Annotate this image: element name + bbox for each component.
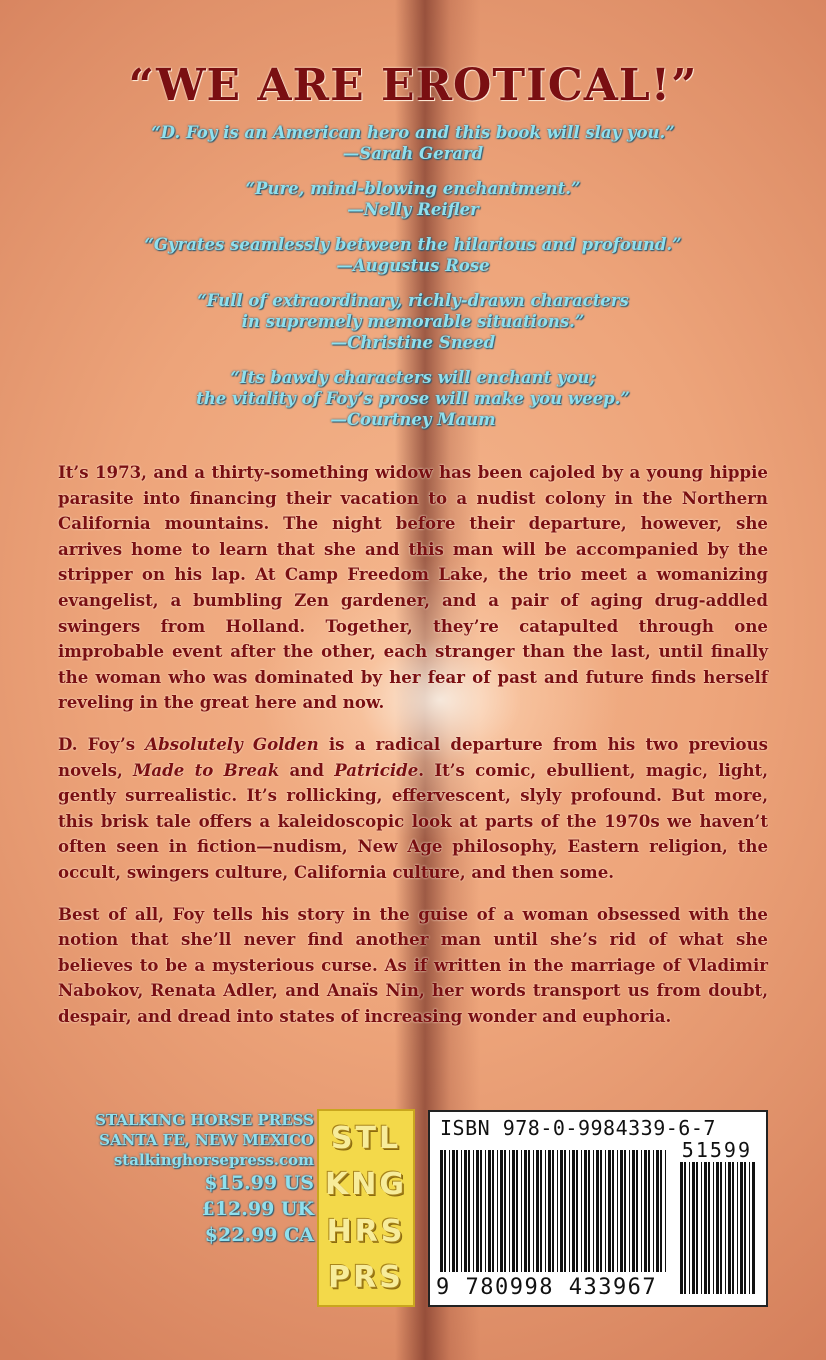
barcode-bar — [500, 1150, 503, 1272]
barcode-bar — [545, 1150, 546, 1272]
blurb-quote-line: “Its bawdy characters will enchant you; — [230, 368, 596, 387]
addon-bar — [728, 1162, 731, 1294]
barcode-bar — [617, 1150, 618, 1272]
price-ca: $22.99 CA — [204, 1224, 314, 1246]
barcode-bar — [440, 1150, 443, 1272]
logo-row: PRS — [328, 1260, 404, 1296]
text-run: is a radical departure from his two previous novels, — [58, 733, 768, 780]
blurb-attribution: —Courtney Maum — [330, 410, 496, 429]
addon-bar — [692, 1162, 695, 1294]
barcode-bar — [620, 1150, 623, 1272]
barcode-bar — [521, 1150, 522, 1272]
blurb-quote-line: the vitality of Foy’s prose will make you weep.” — [196, 389, 630, 408]
barcode-bar — [572, 1150, 575, 1272]
blurb-attribution: —Christine Sneed — [330, 333, 496, 352]
blurb — [0, 290, 826, 353]
barcode-bar — [593, 1150, 594, 1272]
barcode-bar — [548, 1150, 551, 1272]
barcode-bar — [449, 1150, 450, 1272]
headline: “WE ARE EROTICAL!” — [128, 60, 698, 111]
publisher-name: STALKING HORSE PRESS — [95, 1111, 314, 1129]
barcode-bar — [653, 1150, 654, 1272]
barcode-bar — [636, 1150, 638, 1272]
blurb-attribution: —Sarah Gerard — [342, 144, 484, 163]
book-title: Made to Break — [133, 759, 280, 780]
description-paragraph: Best of all, Foy tells his story in the guise of a woman obsessed with the notion that she’ll never find another man until she’s rid of what she believes to be a mysterious curse. As if written in the marriage of Vladimir Nabokov, Renata Adler, and Anaïs Nin, her words transport us from doubt, despair, and dread into states of increasing wonder and euphoria. — [58, 903, 768, 1026]
publisher-location: SANTA FE, NEW MEXICO — [99, 1131, 314, 1149]
barcode-bar — [552, 1150, 554, 1272]
publisher-info — [58, 1110, 314, 1248]
barcode-bar — [596, 1150, 599, 1272]
logo-row: STL — [330, 1120, 402, 1156]
addon-bar — [744, 1162, 746, 1294]
addon-bar — [713, 1162, 714, 1294]
logo-row: HRS — [326, 1213, 406, 1249]
blurb — [0, 122, 826, 164]
ean-number: 9 780998 433967 — [436, 1275, 658, 1300]
barcode-bar — [569, 1150, 570, 1272]
price-uk: £12.99 UK — [201, 1198, 314, 1220]
barcode-bar — [528, 1150, 530, 1272]
barcode-bar — [473, 1150, 474, 1272]
barcode-panel — [428, 1110, 768, 1307]
barcode-bar — [492, 1150, 494, 1272]
blurb — [0, 367, 826, 430]
barcode-bar — [665, 1150, 666, 1272]
blurb — [0, 234, 826, 276]
barcode-bar — [536, 1150, 539, 1272]
barcode-bar — [660, 1150, 662, 1272]
blurb-quote: “Gyrates seamlessly between the hilarious and profound.” — [144, 235, 682, 254]
addon-bar — [737, 1162, 738, 1294]
barcode-bar — [576, 1150, 578, 1272]
barcode-bar — [504, 1150, 506, 1272]
barcode-bar — [444, 1150, 446, 1272]
addon-bar — [749, 1162, 750, 1294]
addon-bar — [689, 1162, 690, 1294]
addon-bar — [680, 1162, 683, 1294]
text-run: . It’s comic, ebullient, magic, light, gently surrealistic. It’s rollicking, effervescent, slyly profound. But more, this brisk tale offers a kaleidoscopic look at parts of the 1970s we haven’t often seen in fiction—nudism, New Age philosophy, Eastern religion, the occult, swingers culture, California culture, and then some. — [58, 759, 768, 882]
isbn-label: ISBN 978-0-9984339-6-7 — [440, 1116, 716, 1140]
addon-bar — [708, 1162, 710, 1294]
addon-bar — [701, 1162, 702, 1294]
barcode-bar — [509, 1150, 510, 1272]
barcode-bar — [512, 1150, 515, 1272]
barcode-addon-number: 51599 — [681, 1138, 752, 1162]
barcode-bar — [600, 1150, 602, 1272]
barcode-bar — [605, 1150, 606, 1272]
description-paragraph: It’s 1973, and a thirty-something widow has been cajoled by a young hippie parasite into financing their vacation to a nudist colony in the Northern California mountains. The night before their departure, however, she arrives home to learn that she and this man will be accompanied by the stripper on his lap. At Camp Freedom Lake, the trio meet a womanizing evangelist, a bumbling Zen gardener, and a pair of aging drug-addled swingers from Holland. Together, they’re catapulted through one improbable event after the other, each stranger than the last, until finally the woman who was dominated by her fear of past and future finds herself reveling in the great here and now. — [58, 462, 768, 713]
barcode-bar — [524, 1150, 527, 1272]
barcode-bar — [456, 1150, 458, 1272]
price-us: $15.99 US — [204, 1172, 314, 1194]
barcode-bar — [632, 1150, 635, 1272]
barcode-bar — [480, 1150, 482, 1272]
barcode-bar — [464, 1150, 467, 1272]
barcode-bar — [461, 1150, 462, 1272]
barcode-bar — [485, 1150, 486, 1272]
blurb-quote: “D. Foy is an American hero and this book will slay you.” — [151, 123, 675, 142]
addon-bar — [720, 1162, 722, 1294]
barcode-bar — [452, 1150, 455, 1272]
text-run: and — [279, 759, 335, 780]
description-paragraph — [58, 732, 768, 886]
book-description — [58, 460, 768, 1045]
barcode-bar — [624, 1150, 626, 1272]
barcode-bar — [641, 1150, 642, 1272]
barcode-bar — [533, 1150, 534, 1272]
barcode-bar — [656, 1150, 659, 1272]
barcode-bar — [588, 1150, 590, 1272]
barcode-bar — [497, 1150, 498, 1272]
blurb-quote-line: “Full of extraordinary, richly-drawn characters — [197, 291, 629, 310]
barcode-bar — [560, 1150, 563, 1272]
barcode-bar — [629, 1150, 630, 1272]
barcode-bar — [468, 1150, 470, 1272]
blurb-quote: “Pure, mind-blowing enchantment.” — [245, 179, 581, 198]
barcode-bar — [476, 1150, 479, 1272]
blurb-list — [0, 122, 826, 444]
barcode-bar — [608, 1150, 611, 1272]
barcode-bar — [612, 1150, 614, 1272]
book-title: Patricide — [334, 759, 419, 780]
barcode-bar — [648, 1150, 650, 1272]
blurb-attribution: —Augustus Rose — [336, 256, 490, 275]
barcode-bar — [488, 1150, 491, 1272]
addon-bar — [725, 1162, 726, 1294]
barcode-bar — [564, 1150, 566, 1272]
barcode-bar — [581, 1150, 582, 1272]
addon-bar — [684, 1162, 686, 1294]
addon-bar — [696, 1162, 698, 1294]
addon-bar — [732, 1162, 734, 1294]
addon-bar — [716, 1162, 719, 1294]
addon-bar — [740, 1162, 743, 1294]
barcode-bar — [516, 1150, 518, 1272]
book-title: Absolutely Golden — [145, 733, 319, 754]
barcode-bar — [644, 1150, 647, 1272]
barcode-bar — [540, 1150, 542, 1272]
barcode-bar — [584, 1150, 587, 1272]
blurb-quote-line: in supremely memorable situations.” — [241, 312, 585, 331]
addon-bar — [752, 1162, 755, 1294]
blurb-attribution: —Nelly Reifler — [347, 200, 479, 219]
barcode-bar — [557, 1150, 558, 1272]
publisher-website: stalkinghorsepress.com — [113, 1151, 314, 1169]
addon-bar — [704, 1162, 707, 1294]
blurb — [0, 178, 826, 220]
publisher-logo — [317, 1109, 415, 1307]
text-run: D. Foy’s — [58, 733, 146, 754]
logo-row: KNG — [325, 1167, 407, 1203]
